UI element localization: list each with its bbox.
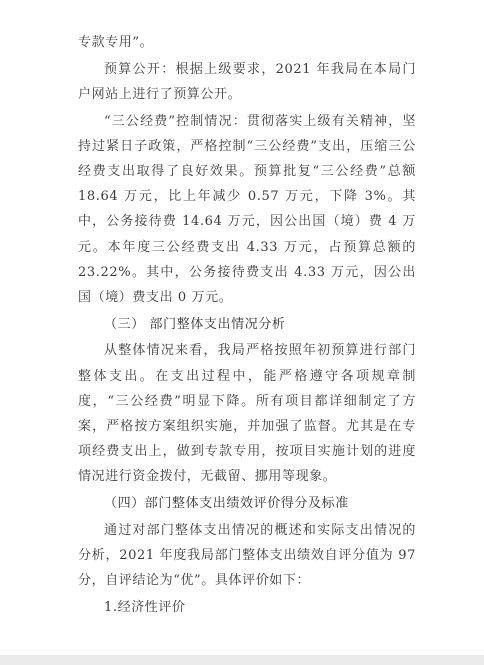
section-heading-performance-score: （四）部门整体支出绩效评价得分及标准 bbox=[104, 496, 349, 512]
section-heading-expenditure-analysis: （三） 部门整体支出情况分析 bbox=[104, 316, 286, 332]
paragraph-budget-disclosure: 预算公开：根据上级要求，2021 年我局在本局门户网站上进行了预算公开。 bbox=[78, 61, 416, 102]
paragraph-expenditure-analysis: 从整体情况来看，我局严格按照年初预算进行部门整体支出。在支出过程中，能严格遵守各项规章制度，“三公经费”明显下降。所有项目都详细制定了方案，严格按方案组织实施，并加强了监督。尤其是在专项经费支出上，做到专款专用，按项目实施计划的进度情况进行资金拨付，无截留、挪用等现象。 bbox=[78, 343, 416, 485]
paragraph-economy-evaluation: 1.经济性评价 bbox=[104, 599, 186, 615]
page-bottom-bar bbox=[0, 655, 484, 665]
paragraph-continuation: 专款专用”。 bbox=[78, 35, 154, 50]
paragraph-three-public-expenses: “三公经费”控制情况：贯彻落实上级有关精神，坚持过紧日子政策，严格控制“三公经费”支出，压缩三公经费支出取得了良好效果。预算批复“三公经费”总额 18.64 万元，比上年减少 0.57 万元，下降 3%。其中，公务接待费 14.64 万元，因公出国（境）费 4 万元。本年度三公经费支出 4.33 万元，占预算总额的 23.22%。其中，公务接待费支出 4.33 万元，因公出国（境）费支出 0 万元。 bbox=[78, 113, 416, 306]
paragraph-performance-score: 通过对部门整体支出情况的概述和实际支出情况的分析，2021 年度我局部门整体支出绩效自评分值为 97 分，自评结论为“优”。具体评价如下： bbox=[78, 522, 416, 589]
document-body bbox=[78, 30, 416, 622]
